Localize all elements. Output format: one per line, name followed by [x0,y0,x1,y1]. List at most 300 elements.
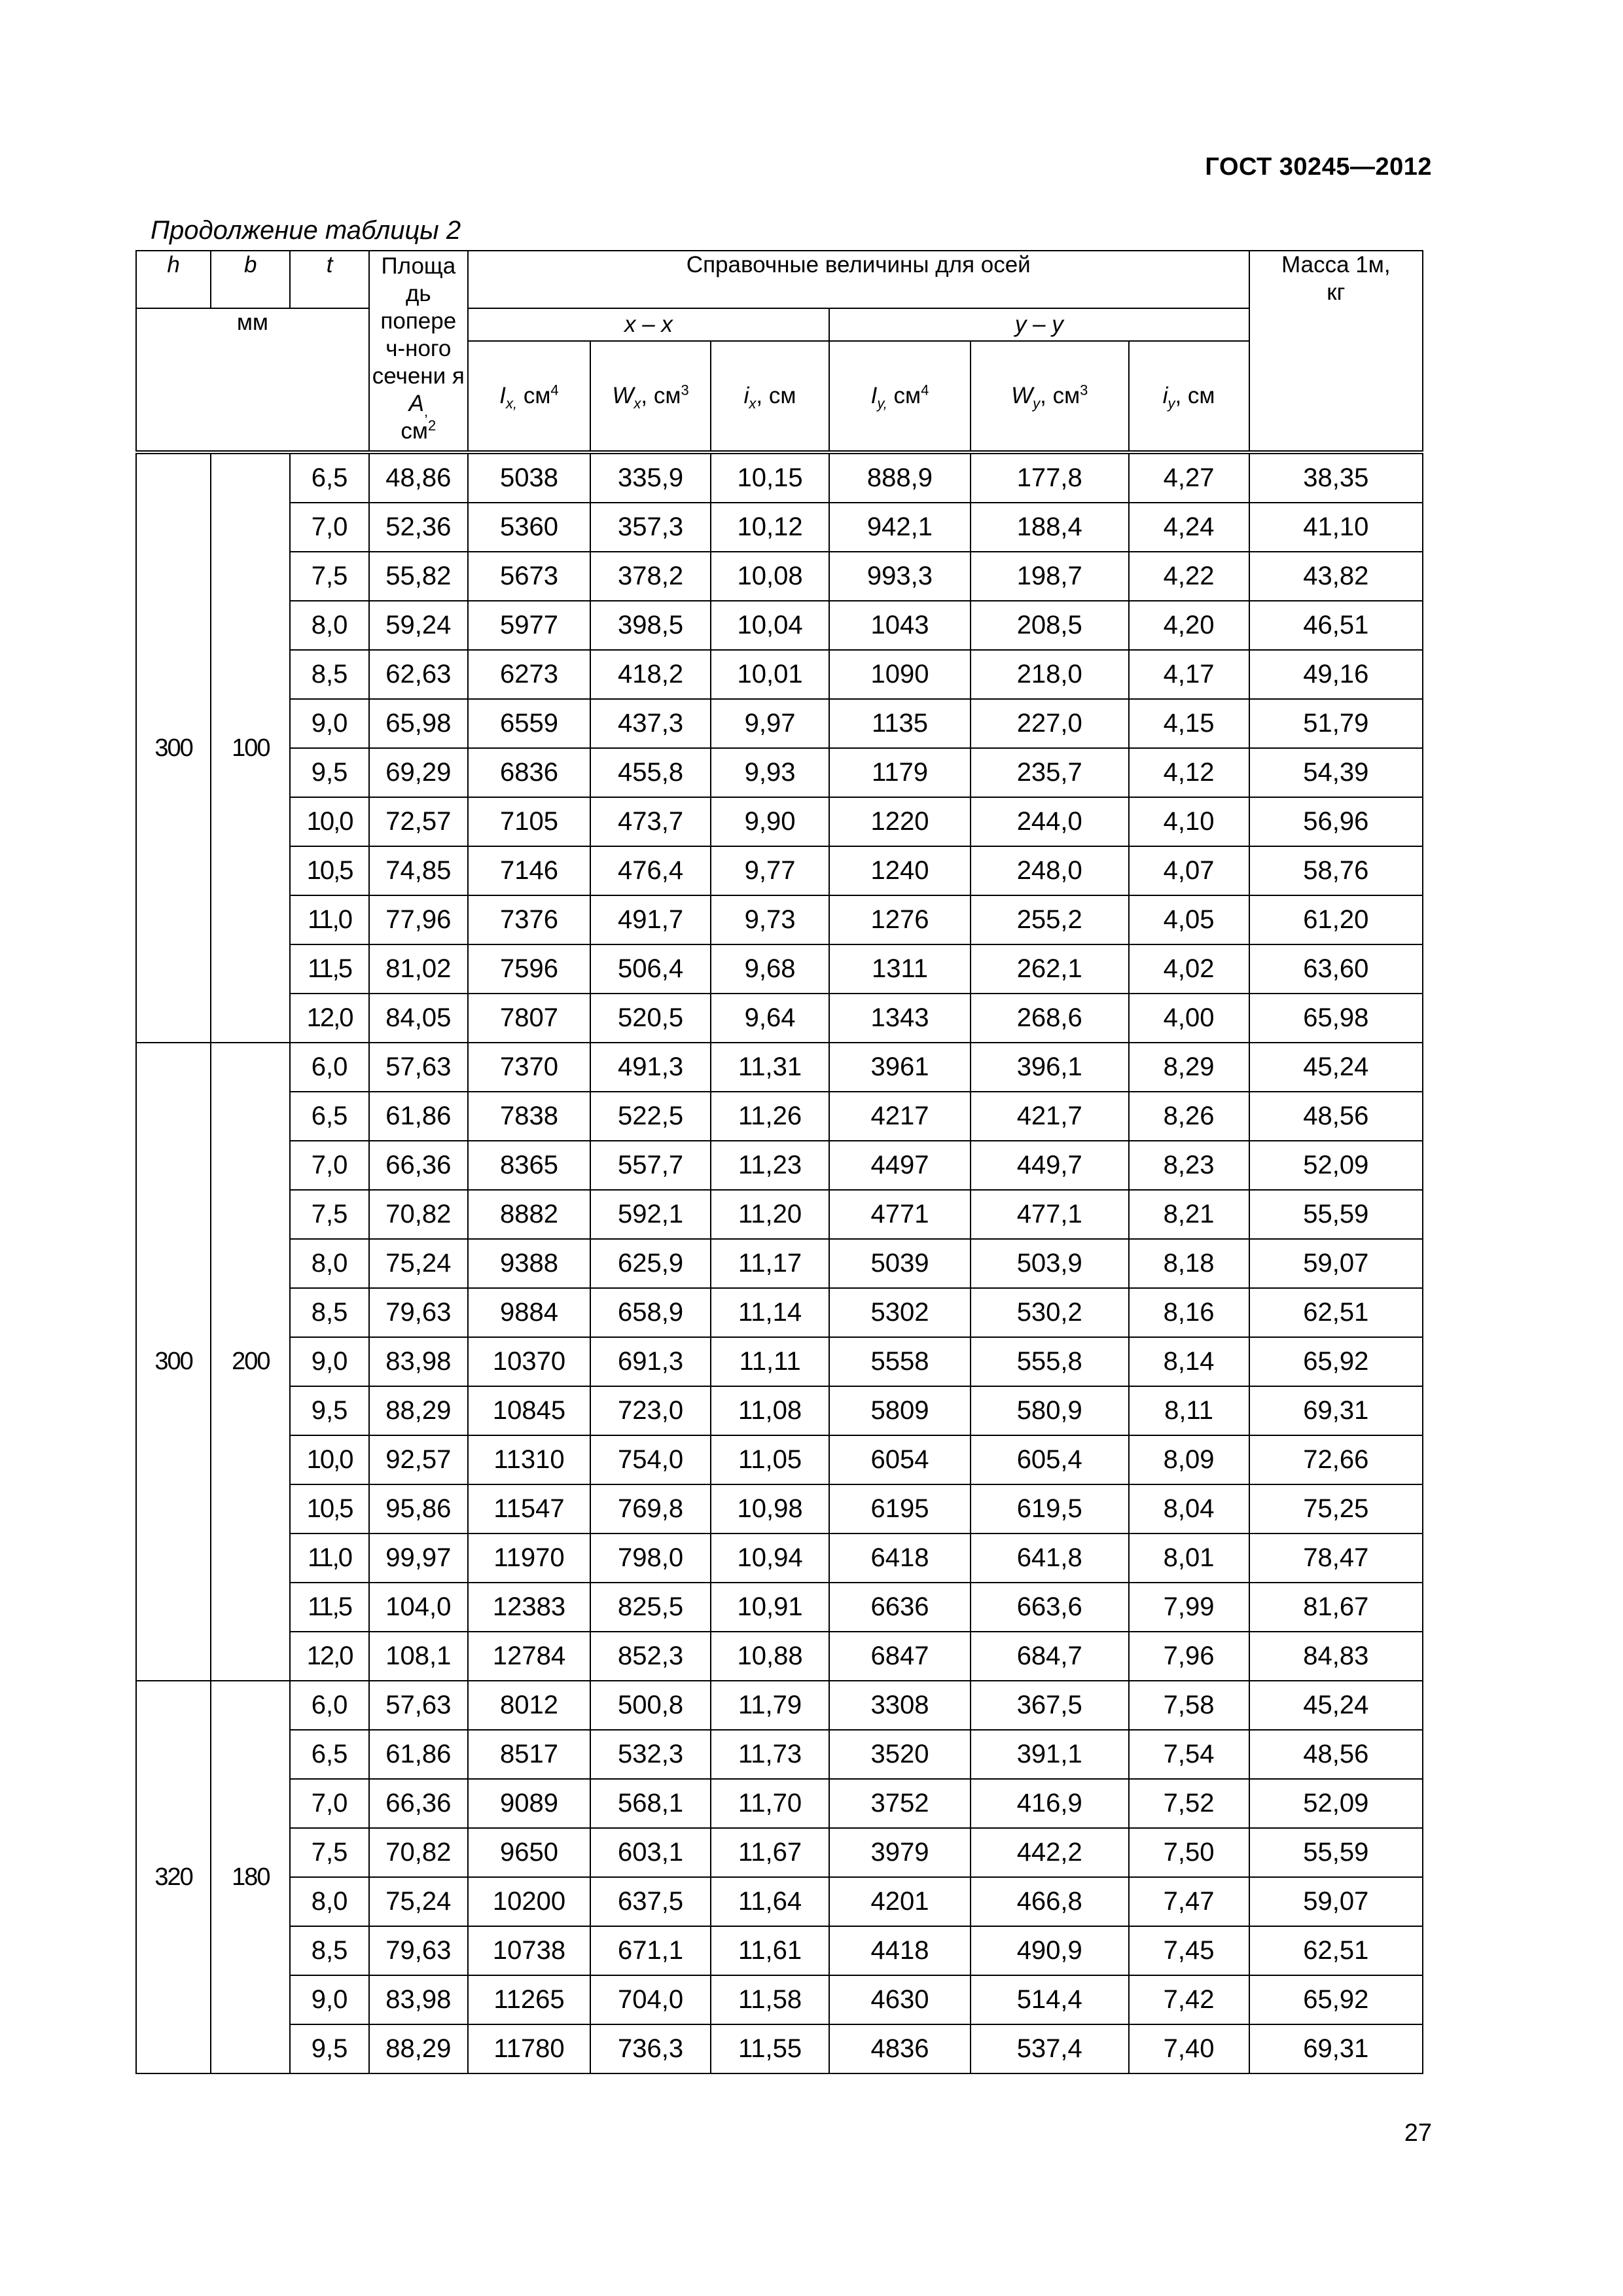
cell-ix: 8365 [468,1141,590,1190]
cell-t: 10,0 [290,797,368,846]
cell-rx: 9,90 [711,797,829,846]
cell-mass: 59,07 [1249,1239,1423,1288]
cell-ix: 11310 [468,1435,590,1484]
cell-iy: 1276 [829,895,971,944]
cell-iy: 3308 [829,1681,971,1730]
cell-area: 61,86 [369,1092,468,1141]
cell-wy: 490,9 [971,1926,1129,1975]
cell-wy: 248,0 [971,846,1129,895]
cell-iy: 4418 [829,1926,971,1975]
cell-wy: 619,5 [971,1484,1129,1534]
col-header-ry: $i_y$, см [1129,341,1249,452]
cell-wy: 442,2 [971,1828,1129,1877]
cell-ry: 7,58 [1129,1681,1249,1730]
cell-t: 11,0 [290,895,368,944]
cell-t: 8,0 [290,601,368,650]
cell-iy: 6195 [829,1484,971,1534]
cell-mass: 54,39 [1249,748,1423,797]
cell-b: 200 [211,1043,290,1681]
table-row [136,1730,1423,1779]
cell-ry: 8,14 [1129,1337,1249,1386]
cell-wx: 603,1 [590,1828,711,1877]
cell-rx: 11,14 [711,1288,829,1337]
cell-t: 9,5 [290,2024,368,2073]
cell-mass: 41,10 [1249,503,1423,552]
col-header-mass: Масса 1м, кг [1249,251,1423,452]
cell-rx: 11,17 [711,1239,829,1288]
cell-t: 7,5 [290,1828,368,1877]
cell-ix: 6559 [468,699,590,748]
cell-ry: 7,40 [1129,2024,1249,2073]
cell-iy: 4497 [829,1141,971,1190]
table-row [136,699,1423,748]
document-code: ГОСТ 30245—2012 [1205,153,1432,181]
cell-ry: 4,15 [1129,699,1249,748]
cell-iy: 1135 [829,699,971,748]
cell-ry: 8,29 [1129,1043,1249,1092]
cell-rx: 9,93 [711,748,829,797]
table-row [136,846,1423,895]
cell-ix: 5360 [468,503,590,552]
cell-rx: 11,55 [711,2024,829,2073]
col-header-h: h [136,251,211,308]
cell-rx: 11,08 [711,1386,829,1435]
cell-area: 69,29 [369,748,468,797]
table-row [136,1926,1423,1975]
cell-ry: 7,54 [1129,1730,1249,1779]
cell-wx: 825,5 [590,1583,711,1632]
cell-ix: 11970 [468,1534,590,1583]
cell-area: 84,05 [369,994,468,1043]
table-row [136,1435,1423,1484]
cell-ix: 10845 [468,1386,590,1435]
cell-area: 83,98 [369,1337,468,1386]
cell-mass: 52,09 [1249,1779,1423,1828]
table-row [136,1681,1423,1730]
cell-area: 92,57 [369,1435,468,1484]
cell-mass: 75,25 [1249,1484,1423,1534]
cell-t: 12,0 [290,1632,368,1681]
col-header-b: b [211,251,290,308]
cell-ry: 4,27 [1129,452,1249,503]
cell-wx: 592,1 [590,1190,711,1239]
cell-wx: 491,3 [590,1043,711,1092]
cell-t: 6,0 [290,1043,368,1092]
table-row [136,1534,1423,1583]
cell-rx: 11,31 [711,1043,829,1092]
cell-ry: 4,02 [1129,944,1249,994]
table-row [136,1239,1423,1288]
col-header-unit-mm: мм [136,308,369,452]
cell-wy: 396,1 [971,1043,1129,1092]
cell-b: 180 [211,1681,290,2073]
table-row [136,1877,1423,1926]
cell-ry: 8,26 [1129,1092,1249,1141]
cell-ix: 6273 [468,650,590,699]
cell-mass: 51,79 [1249,699,1423,748]
cell-t: 6,0 [290,1681,368,1730]
cell-t: 10,5 [290,1484,368,1534]
cell-t: 8,5 [290,1288,368,1337]
table-row [136,895,1423,944]
cell-area: 95,86 [369,1484,468,1534]
col-header-t: t [290,251,368,308]
table-row [136,1288,1423,1337]
table-row [136,1779,1423,1828]
col-header-axis-x: x – x [468,308,829,341]
area-symbol-sub: , [423,403,429,420]
cell-area: 57,63 [369,1043,468,1092]
cell-wy: 235,7 [971,748,1129,797]
cell-mass: 69,31 [1249,1386,1423,1435]
cell-wy: 449,7 [971,1141,1129,1190]
cell-rx: 10,04 [711,601,829,650]
cell-ix: 7596 [468,944,590,994]
cell-mass: 69,31 [1249,2024,1423,2073]
cell-area: 81,02 [369,944,468,994]
cell-wy: 580,9 [971,1386,1129,1435]
cell-wx: 754,0 [590,1435,711,1484]
cell-t: 8,0 [290,1877,368,1926]
cell-t: 10,0 [290,1435,368,1484]
col-header-area [369,251,468,452]
cell-iy: 5558 [829,1337,971,1386]
cell-ry: 8,09 [1129,1435,1249,1484]
cell-wx: 398,5 [590,601,711,650]
cell-iy: 1179 [829,748,971,797]
cell-wy: 641,8 [971,1534,1129,1583]
cell-iy: 1343 [829,994,971,1043]
cell-wy: 477,1 [971,1190,1129,1239]
cell-ix: 5977 [468,601,590,650]
cell-ix: 12383 [468,1583,590,1632]
cell-rx: 11,67 [711,1828,829,1877]
cell-rx: 11,26 [711,1092,829,1141]
cell-wx: 506,4 [590,944,711,994]
col-header-reference-values: Справочные величины для осей [468,251,1249,308]
table-row [136,994,1423,1043]
table-row [136,452,1423,503]
cell-area: 70,82 [369,1828,468,1877]
cell-iy: 1311 [829,944,971,994]
cell-iy: 6418 [829,1534,971,1583]
cell-area: 99,97 [369,1534,468,1583]
cell-ry: 4,05 [1129,895,1249,944]
cell-mass: 62,51 [1249,1288,1423,1337]
cell-iy: 3961 [829,1043,971,1092]
cell-wx: 532,3 [590,1730,711,1779]
cell-area: 75,24 [369,1877,468,1926]
cell-iy: 4836 [829,2024,971,2073]
cell-wy: 268,6 [971,994,1129,1043]
table-caption: Продолжение таблицы 2 [151,216,461,245]
cell-rx: 11,79 [711,1681,829,1730]
cell-ry: 8,01 [1129,1534,1249,1583]
cell-ix: 10738 [468,1926,590,1975]
cell-t: 11,0 [290,1534,368,1583]
cell-mass: 52,09 [1249,1141,1423,1190]
cell-wy: 466,8 [971,1877,1129,1926]
table-body [136,452,1423,2073]
cell-ix: 11265 [468,1975,590,2024]
cell-iy: 1220 [829,797,971,846]
cell-ix: 7370 [468,1043,590,1092]
cell-wy: 218,0 [971,650,1129,699]
cell-t: 11,5 [290,1583,368,1632]
cell-mass: 43,82 [1249,552,1423,601]
table-row [136,552,1423,601]
table-row [136,601,1423,650]
cell-rx: 10,88 [711,1632,829,1681]
cell-ry: 4,22 [1129,552,1249,601]
table-header [136,251,1423,452]
cell-ix: 5038 [468,452,590,503]
cell-wx: 637,5 [590,1877,711,1926]
table-row [136,2024,1423,2073]
cell-rx: 9,97 [711,699,829,748]
cell-rx: 11,70 [711,1779,829,1828]
cell-ry: 8,21 [1129,1190,1249,1239]
cell-area: 83,98 [369,1975,468,2024]
cell-ix: 8882 [468,1190,590,1239]
cell-ix: 10370 [468,1337,590,1386]
cell-ry: 7,42 [1129,1975,1249,2024]
cell-mass: 56,96 [1249,797,1423,846]
cell-iy: 942,1 [829,503,971,552]
cell-mass: 48,56 [1249,1730,1423,1779]
cell-area: 70,82 [369,1190,468,1239]
cell-t: 9,0 [290,1337,368,1386]
table-row [136,1190,1423,1239]
cell-ix: 11547 [468,1484,590,1534]
cell-wy: 537,4 [971,2024,1129,2073]
cell-ry: 8,11 [1129,1386,1249,1435]
col-header-rx: $i_x$, см [711,341,829,452]
cell-mass: 49,16 [1249,650,1423,699]
cell-mass: 46,51 [1249,601,1423,650]
cell-iy: 4771 [829,1190,971,1239]
cell-iy: 1043 [829,601,971,650]
cell-wx: 798,0 [590,1534,711,1583]
cell-mass: 63,60 [1249,944,1423,994]
table-row [136,1484,1423,1534]
cell-iy: 3752 [829,1779,971,1828]
cell-wy: 177,8 [971,452,1129,503]
cell-rx: 9,64 [711,994,829,1043]
cell-ry: 4,20 [1129,601,1249,650]
cell-mass: 55,59 [1249,1190,1423,1239]
cell-rx: 10,15 [711,452,829,503]
cell-area: 75,24 [369,1239,468,1288]
cell-rx: 9,77 [711,846,829,895]
cell-mass: 45,24 [1249,1681,1423,1730]
cell-wy: 198,7 [971,552,1129,601]
cell-wx: 723,0 [590,1386,711,1435]
data-table-container [135,250,1423,2074]
table-row [136,1337,1423,1386]
cell-t: 9,0 [290,699,368,748]
page-number: 27 [1404,2119,1432,2147]
cell-t: 7,0 [290,1779,368,1828]
cell-wy: 188,4 [971,503,1129,552]
cell-wx: 658,9 [590,1288,711,1337]
table-row [136,1092,1423,1141]
cell-ix: 10200 [468,1877,590,1926]
cell-ry: 4,24 [1129,503,1249,552]
table-row [136,748,1423,797]
cell-ix: 9089 [468,1779,590,1828]
cell-mass: 61,20 [1249,895,1423,944]
cell-mass: 55,59 [1249,1828,1423,1877]
table-row [136,503,1423,552]
cell-rx: 10,12 [711,503,829,552]
cell-wx: 455,8 [590,748,711,797]
cell-wy: 255,2 [971,895,1129,944]
cell-wx: 520,5 [590,994,711,1043]
cell-ry: 8,23 [1129,1141,1249,1190]
cell-iy: 1090 [829,650,971,699]
cell-rx: 10,91 [711,1583,829,1632]
cell-t: 9,0 [290,1975,368,2024]
cell-mass: 48,56 [1249,1092,1423,1141]
cell-wx: 625,9 [590,1239,711,1288]
cell-wy: 555,8 [971,1337,1129,1386]
col-header-ix: $I_{x,}$ $см^4$ [468,341,590,452]
data-table [135,250,1423,2074]
cell-ry: 4,07 [1129,846,1249,895]
cell-ry: 7,52 [1129,1779,1249,1828]
cell-area: 59,24 [369,601,468,650]
cell-wx: 491,7 [590,895,711,944]
cell-ix: 7807 [468,994,590,1043]
cell-rx: 10,98 [711,1484,829,1534]
cell-rx: 9,73 [711,895,829,944]
cell-rx: 11,64 [711,1877,829,1926]
cell-mass: 84,83 [1249,1632,1423,1681]
cell-ix: 12784 [468,1632,590,1681]
cell-rx: 11,23 [711,1141,829,1190]
cell-ix: 7376 [468,895,590,944]
table-row [136,797,1423,846]
cell-mass: 78,47 [1249,1534,1423,1583]
cell-mass: 65,98 [1249,994,1423,1043]
cell-iy: 4201 [829,1877,971,1926]
table-row [136,1583,1423,1632]
cell-ry: 4,00 [1129,994,1249,1043]
cell-h: 300 [136,452,211,1043]
cell-wy: 684,7 [971,1632,1129,1681]
area-unit: см [401,418,428,444]
cell-area: 62,63 [369,650,468,699]
table-row [136,944,1423,994]
cell-rx: 11,61 [711,1926,829,1975]
cell-area: 66,36 [369,1141,468,1190]
cell-h: 320 [136,1681,211,2073]
cell-area: 79,63 [369,1926,468,1975]
cell-iy: 6847 [829,1632,971,1681]
cell-wy: 503,9 [971,1239,1129,1288]
cell-iy: 1240 [829,846,971,895]
cell-rx: 11,05 [711,1435,829,1484]
cell-wx: 691,3 [590,1337,711,1386]
cell-area: 108,1 [369,1632,468,1681]
area-symbol: A [408,391,424,416]
cell-mass: 59,07 [1249,1877,1423,1926]
cell-area: 88,29 [369,1386,468,1435]
cell-area: 55,82 [369,552,468,601]
cell-ry: 7,47 [1129,1877,1249,1926]
cell-t: 7,5 [290,1190,368,1239]
cell-iy: 4217 [829,1092,971,1141]
table-row [136,1386,1423,1435]
table-row [136,1828,1423,1877]
col-header-wy: $W_y$, $см^3$ [971,341,1129,452]
cell-area: 48,86 [369,452,468,503]
cell-mass: 38,35 [1249,452,1423,503]
cell-area: 57,63 [369,1681,468,1730]
cell-wx: 473,7 [590,797,711,846]
cell-wy: 208,5 [971,601,1129,650]
cell-wy: 367,5 [971,1681,1129,1730]
cell-iy: 5039 [829,1239,971,1288]
cell-area: 52,36 [369,503,468,552]
cell-wy: 227,0 [971,699,1129,748]
cell-mass: 81,67 [1249,1583,1423,1632]
cell-rx: 10,08 [711,552,829,601]
area-label: Площа дь попере ч-ного сечени я [372,253,465,389]
cell-area: 74,85 [369,846,468,895]
cell-iy: 993,3 [829,552,971,601]
cell-iy: 6636 [829,1583,971,1632]
cell-rx: 11,20 [711,1190,829,1239]
cell-t: 6,5 [290,452,368,503]
cell-wx: 335,9 [590,452,711,503]
cell-wy: 663,6 [971,1583,1129,1632]
cell-b: 100 [211,452,290,1043]
cell-area: 104,0 [369,1583,468,1632]
cell-ix: 9884 [468,1288,590,1337]
cell-iy: 3979 [829,1828,971,1877]
cell-ix: 5673 [468,552,590,601]
cell-ry: 4,17 [1129,650,1249,699]
cell-area: 65,98 [369,699,468,748]
cell-ix: 7105 [468,797,590,846]
cell-wx: 476,4 [590,846,711,895]
cell-ix: 9650 [468,1828,590,1877]
cell-ix: 9388 [468,1239,590,1288]
cell-t: 6,5 [290,1730,368,1779]
cell-mass: 58,76 [1249,846,1423,895]
cell-wy: 530,2 [971,1288,1129,1337]
cell-wx: 418,2 [590,650,711,699]
cell-t: 7,0 [290,503,368,552]
cell-rx: 11,73 [711,1730,829,1779]
cell-iy: 4630 [829,1975,971,2024]
cell-ix: 7838 [468,1092,590,1141]
cell-mass: 45,24 [1249,1043,1423,1092]
cell-mass: 65,92 [1249,1975,1423,2024]
cell-ry: 8,18 [1129,1239,1249,1288]
cell-rx: 10,94 [711,1534,829,1583]
cell-mass: 72,66 [1249,1435,1423,1484]
cell-t: 6,5 [290,1092,368,1141]
cell-wx: 522,5 [590,1092,711,1141]
cell-ix: 6836 [468,748,590,797]
cell-t: 7,5 [290,552,368,601]
cell-iy: 3520 [829,1730,971,1779]
cell-ix: 8012 [468,1681,590,1730]
cell-area: 72,57 [369,797,468,846]
